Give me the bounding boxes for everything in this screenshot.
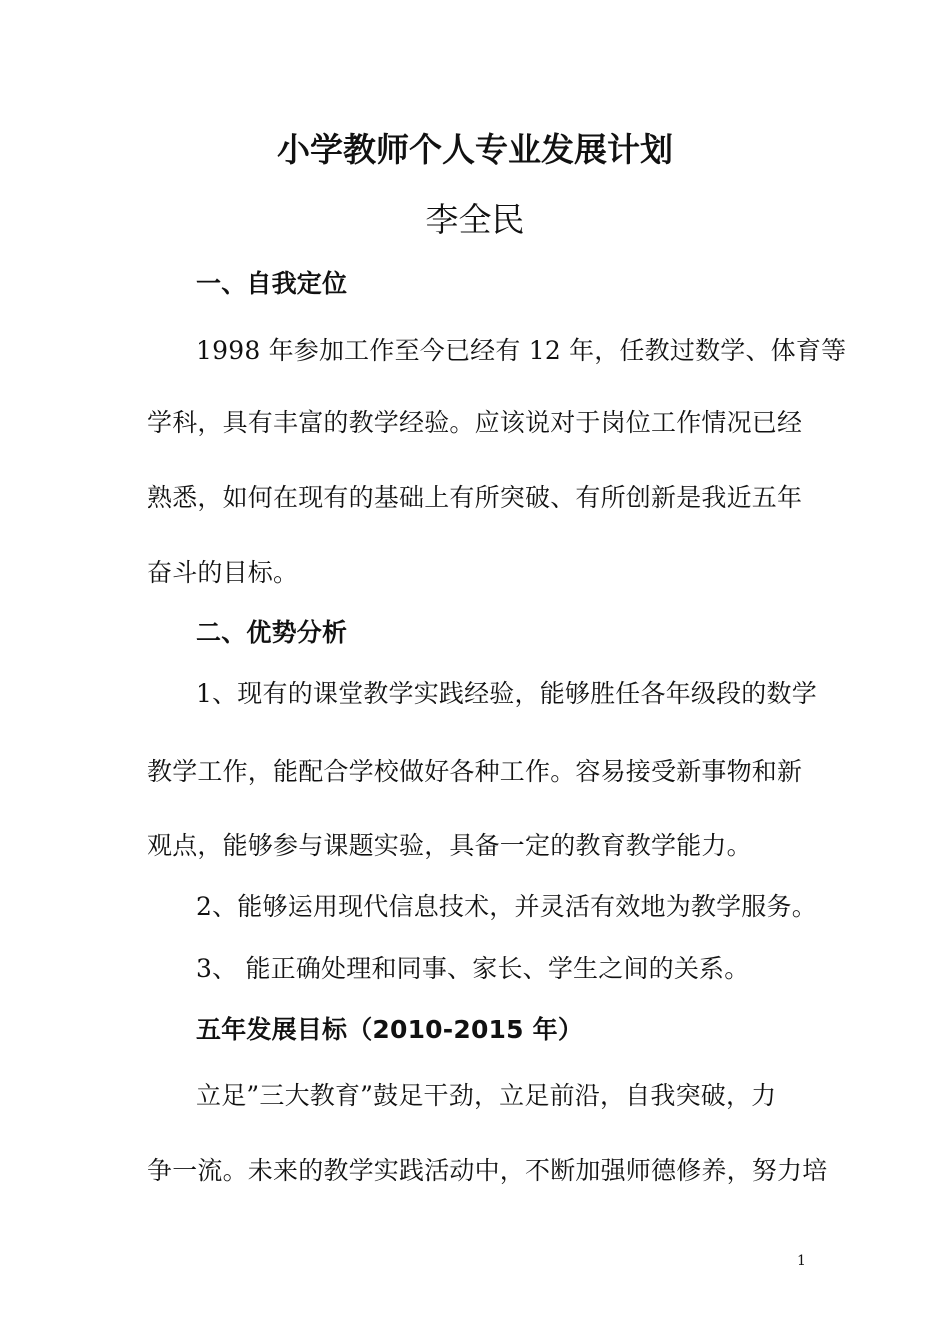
paragraph-line: 熟悉，如何在现有的基础上有所突破、有所创新是我近五年 [147, 483, 803, 512]
paragraph-line: 立足”三大教育”鼓足干劲，立足前沿，自我突破，力 [196, 1081, 777, 1110]
paragraph-line: 教学工作，能配合学校做好各种工作。容易接受新事物和新 [147, 757, 803, 786]
section-heading-strength-analysis: 二、优势分析 [196, 618, 348, 647]
paragraph-line: 观点，能够参与课题实验，具备一定的教育教学能力。 [147, 831, 752, 860]
paragraph-line: 1998 年参加工作至今已经有 12 年，任教过数学、体育等 [196, 336, 847, 365]
paragraph-line: 争一流。未来的教学实践活动中，不断加强师德修养，努力培 [147, 1156, 828, 1185]
section-heading-self-positioning: 一、自我定位 [196, 269, 348, 298]
author-name: 李全民 [425, 200, 525, 239]
paragraph-line: 学科，具有丰富的教学经验。应该说对于岗位工作情况已经 [147, 408, 803, 437]
paragraph-line: 1、现有的课堂教学实践经验，能够胜任各年级段的数学 [196, 679, 817, 708]
paragraph-line: 2、能够运用现代信息技术，并灵活有效地为教学服务。 [196, 892, 817, 921]
document-title: 小学教师个人专业发展计划 [277, 130, 673, 169]
paragraph-line: 奋斗的目标。 [147, 558, 299, 587]
paragraph-line: 3、 能正确处理和同事、家长、学生之间的关系。 [196, 954, 750, 983]
page-number: 1 [797, 1253, 806, 1269]
section-heading-five-year-goals: 五年发展目标（2010-2015 年） [196, 1015, 584, 1044]
